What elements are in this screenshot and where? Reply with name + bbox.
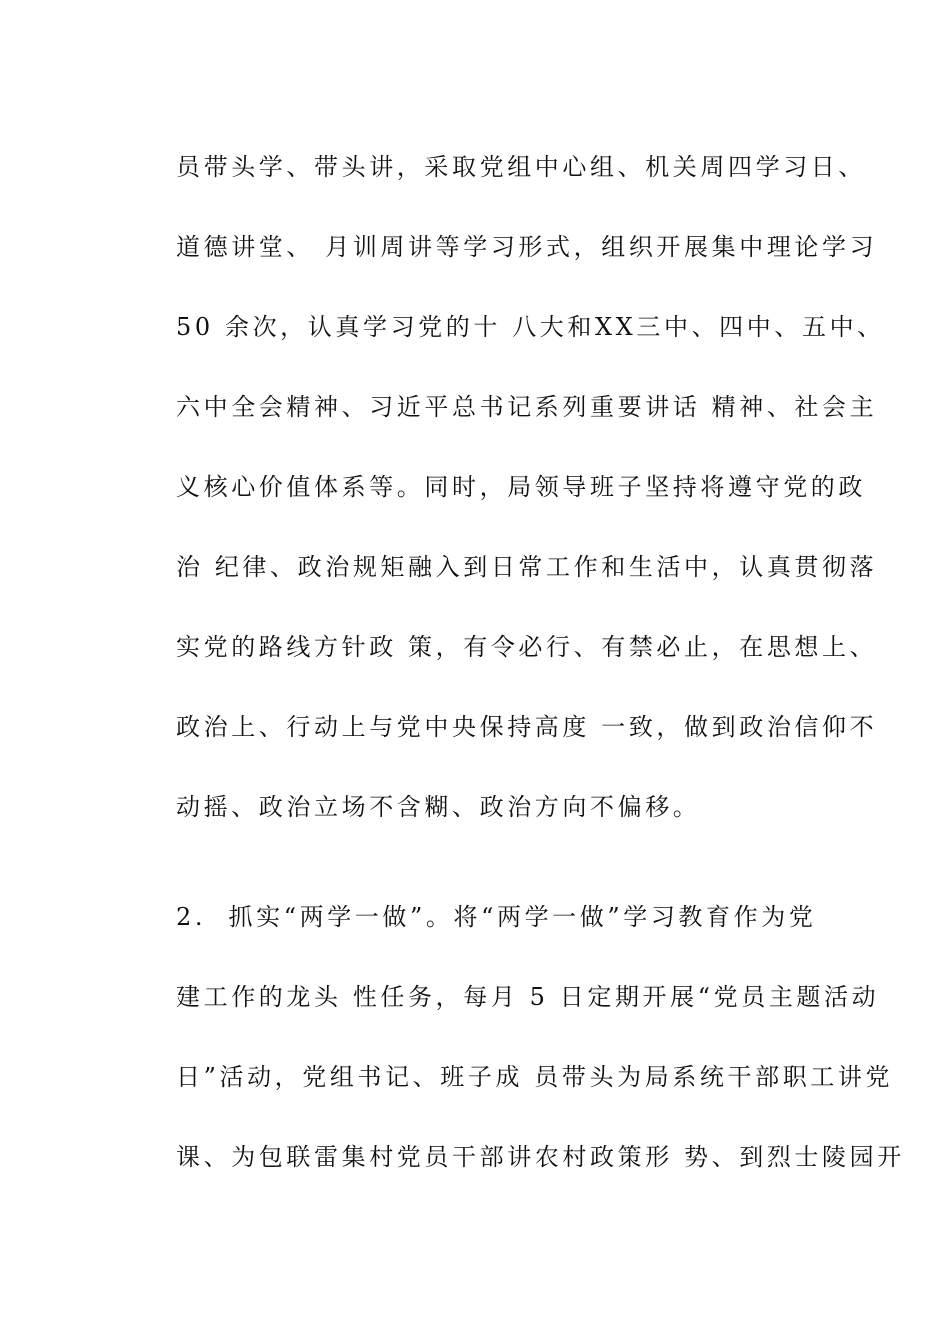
paragraph-1-line-5: 义核心价值体系等。同时，局领导班子坚持将遵守党的政 <box>176 473 866 501</box>
paragraph-1-line-6: 治 纪律、政治规矩融入到日常工作和生活中，认真贯彻落 <box>176 553 878 581</box>
paragraph-1-line-8: 政治上、行动上与党中央保持高度 一致，做到政治信仰不 <box>176 713 878 741</box>
paragraph-1-line-4: 六中全会精神、习近平总书记系列重要讲话 精神、社会主 <box>176 393 878 421</box>
paragraph-2-line-3: 日”活动，党组书记、班子成 员带头为局系统干部职工讲党 <box>176 1063 894 1091</box>
paragraph-1-line-2: 道德讲堂、 月训周讲等学习形式，组织开展集中理论学习 <box>176 233 878 261</box>
paragraph-1-line-9: 动摇、政治立场不含糊、政治方向不偏移。 <box>176 793 701 821</box>
paragraph-2-line-1: 2. 抓实“两学一做”。将“两学一做”学习教育作为党 <box>176 903 817 931</box>
paragraph-2-line-4: 课、为包联雷集村党员干部讲农村政策形 势、到烈士陵园开 <box>176 1143 905 1171</box>
paragraph-2-line-2: 建工作的龙头 性任务，每月 5 日定期开展“党员主题活动 <box>176 983 880 1011</box>
paragraph-1-line-1: 员带头学、带头讲，采取党组中心组、机关周四学习日、 <box>176 153 866 181</box>
paragraph-1-line-3: 50 余次，认真学习党的十 八大和XX三中、四中、五中、 <box>176 313 885 341</box>
paragraph-1-line-7: 实党的路线方针政 策，有令必行、有禁必止，在思想上、 <box>176 633 878 661</box>
